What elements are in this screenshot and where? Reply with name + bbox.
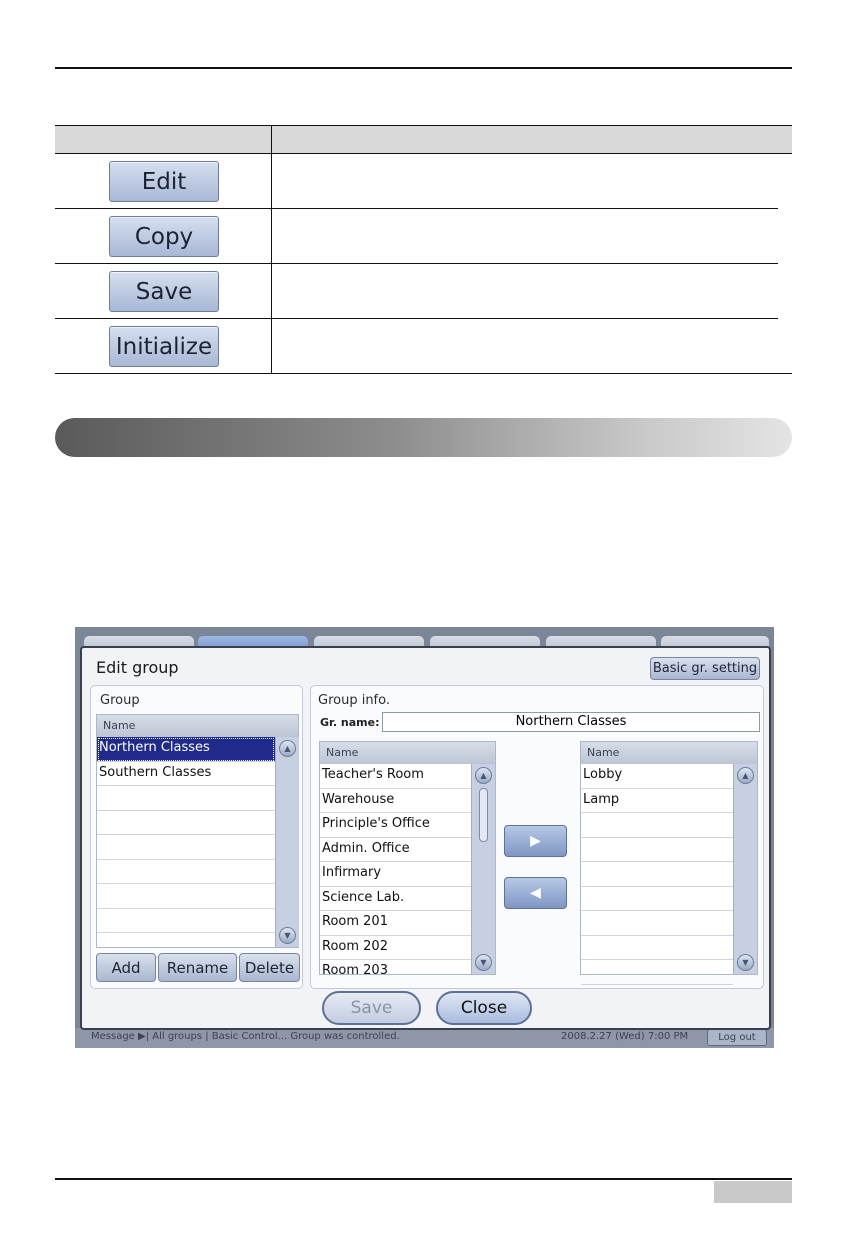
available-list bbox=[319, 741, 496, 975]
group-list-scrollbar[interactable] bbox=[275, 737, 299, 947]
scroll-down-icon[interactable]: ▼ bbox=[475, 954, 492, 971]
list-item[interactable] bbox=[97, 786, 275, 811]
table-row bbox=[55, 209, 792, 264]
delete-group-button[interactable]: Delete bbox=[239, 953, 300, 982]
copy-button-sample: Copy bbox=[109, 216, 219, 257]
list-item[interactable] bbox=[581, 862, 733, 887]
scroll-up-icon[interactable]: ▲ bbox=[475, 767, 492, 784]
list-item[interactable] bbox=[581, 911, 733, 936]
list-item[interactable] bbox=[97, 811, 275, 836]
status-message: Message ▶| All groups | Basic Control... Group was controlled. bbox=[91, 1031, 400, 1042]
list-item[interactable]: Admin. Office bbox=[320, 838, 471, 863]
list-item[interactable] bbox=[581, 838, 733, 863]
status-bar bbox=[75, 1028, 774, 1048]
scroll-up-icon[interactable]: ▲ bbox=[279, 740, 296, 757]
bottom-rule bbox=[55, 1178, 792, 1180]
available-list-header: Name bbox=[320, 742, 495, 764]
button-table bbox=[55, 125, 792, 374]
table-row bbox=[55, 154, 792, 209]
edit-group-screenshot bbox=[75, 627, 774, 1048]
group-info-title: Group info. bbox=[318, 693, 390, 708]
page-number-tab bbox=[714, 1181, 792, 1203]
list-item[interactable]: Lobby bbox=[581, 764, 733, 789]
list-item[interactable] bbox=[97, 909, 275, 934]
list-item[interactable]: Room 201 bbox=[320, 911, 471, 936]
edit-group-dialog bbox=[80, 646, 771, 1030]
scroll-thumb[interactable] bbox=[479, 788, 488, 842]
list-item[interactable] bbox=[97, 835, 275, 860]
list-item[interactable] bbox=[581, 960, 733, 985]
member-list-scrollbar[interactable] bbox=[733, 764, 757, 974]
list-item[interactable] bbox=[581, 936, 733, 961]
available-list-scrollbar[interactable] bbox=[471, 764, 495, 974]
list-item[interactable] bbox=[581, 887, 733, 912]
list-item[interactable]: Room 203 bbox=[320, 960, 471, 974]
table-header bbox=[55, 125, 792, 154]
list-item[interactable]: Southern Classes bbox=[97, 762, 275, 787]
list-item[interactable]: Warehouse bbox=[320, 789, 471, 814]
edit-button-sample: Edit bbox=[109, 161, 219, 202]
member-list-header: Name bbox=[581, 742, 757, 764]
list-item[interactable]: Lamp bbox=[581, 789, 733, 814]
table-row bbox=[55, 264, 792, 319]
section-banner bbox=[55, 418, 792, 457]
save-button[interactable]: Save bbox=[322, 991, 421, 1025]
rename-group-button[interactable]: Rename bbox=[158, 953, 237, 982]
list-item[interactable]: Infirmary bbox=[320, 862, 471, 887]
close-button[interactable]: Close bbox=[436, 991, 532, 1025]
list-item[interactable]: Northern Classes bbox=[97, 737, 275, 762]
list-item[interactable]: Science Lab. bbox=[320, 887, 471, 912]
list-item[interactable]: Teacher's Room bbox=[320, 764, 471, 789]
list-item[interactable] bbox=[97, 884, 275, 909]
group-panel-title: Group bbox=[100, 693, 140, 708]
basic-group-setting-button[interactable]: Basic gr. setting bbox=[650, 657, 760, 680]
dialog-title: Edit group bbox=[96, 658, 179, 677]
top-rule bbox=[55, 67, 792, 69]
scroll-up-icon[interactable]: ▲ bbox=[737, 767, 754, 784]
initialize-button-sample: Initialize bbox=[109, 326, 219, 367]
remove-from-group-button[interactable]: ◀ bbox=[504, 877, 567, 909]
scroll-down-icon[interactable]: ▼ bbox=[279, 927, 296, 944]
group-list bbox=[96, 714, 299, 948]
list-item[interactable]: Principle's Office bbox=[320, 813, 471, 838]
save-button-sample: Save bbox=[109, 271, 219, 312]
member-list bbox=[580, 741, 758, 975]
group-panel bbox=[90, 685, 303, 989]
add-to-group-button[interactable]: ▶ bbox=[504, 825, 567, 857]
group-info-panel bbox=[310, 685, 764, 989]
logout-button[interactable]: Log out bbox=[707, 1029, 767, 1046]
group-name-label: Gr. name: bbox=[320, 716, 380, 729]
table-row bbox=[55, 319, 792, 374]
list-item[interactable] bbox=[581, 813, 733, 838]
status-datetime: 2008.2.27 (Wed) 7:00 PM bbox=[561, 1031, 689, 1042]
group-name-field[interactable]: Northern Classes bbox=[382, 712, 760, 732]
list-item[interactable] bbox=[97, 860, 275, 885]
scroll-down-icon[interactable]: ▼ bbox=[737, 954, 754, 971]
add-group-button[interactable]: Add bbox=[96, 953, 156, 982]
list-item[interactable]: Room 202 bbox=[320, 936, 471, 961]
group-list-header: Name bbox=[97, 715, 298, 737]
